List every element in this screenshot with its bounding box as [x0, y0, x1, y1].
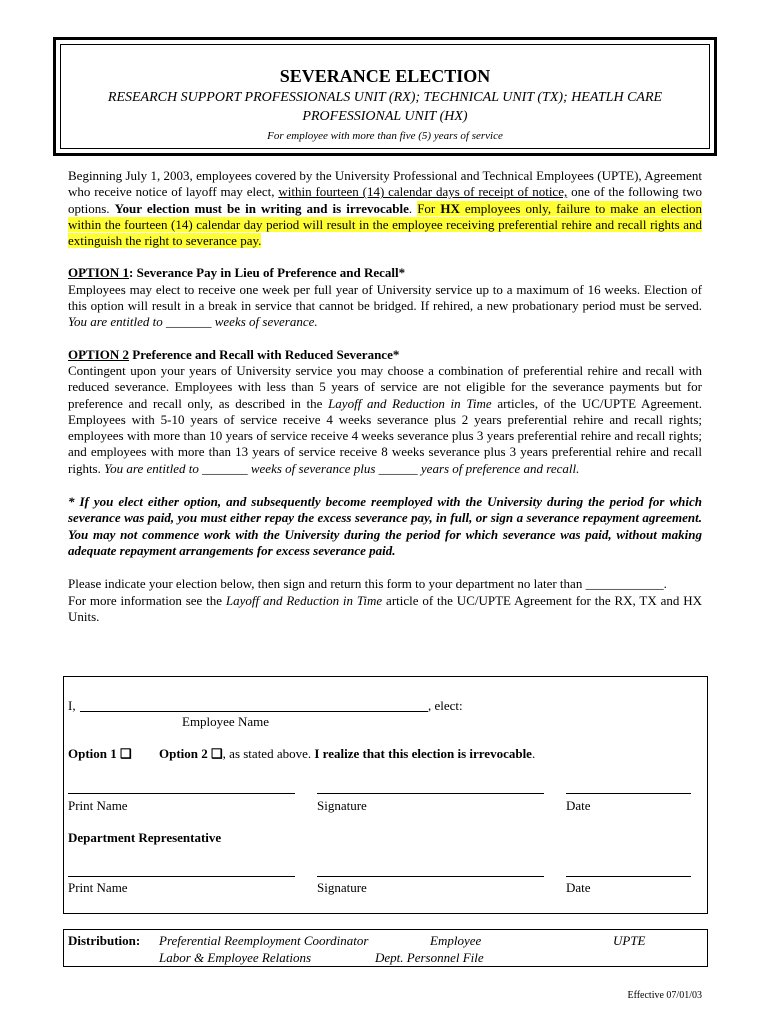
option1-heading: : Severance Pay in Lieu of Preference and Recall* — [129, 265, 406, 281]
effective-date: Effective 07/01/03 — [627, 990, 702, 1001]
dist-upte: UPTE — [613, 933, 646, 948]
form-subtitle-line2: PROFESSIONAL UNIT (HX) — [302, 109, 468, 124]
rep-print-name-line[interactable] — [68, 876, 295, 877]
option2-checkbox[interactable]: ❑ — [211, 746, 223, 761]
date-line[interactable] — [566, 793, 691, 794]
signature-line[interactable] — [317, 793, 544, 794]
option1-label: OPTION 1 — [68, 265, 130, 281]
rep-date-label: Date — [566, 880, 591, 895]
option1-checkbox[interactable]: ❑ — [120, 746, 132, 761]
dist-reemployment-coordinator: Preferential Reemployment Coordinator — [159, 933, 369, 948]
employee-name-field[interactable] — [80, 711, 428, 712]
employee-name-caption: Employee Name — [182, 714, 269, 729]
print-name-label: Print Name — [68, 798, 128, 813]
option1-paragraph: OPTION 1: Severance Pay in Lieu of Preference and Recall* Employees may elect to receive one week per full year of University service up to a maximum of 16 weeks. Election of this option will result in a break in service that cannot be bridged. If rehired, a new probationary period must be served. You are entitled to _______ weeks of severance. — [68, 265, 702, 330]
repayment-warning: * If you elect either option, and subsequently become reemployed with the University during the period for which severance was paid, you must either repay the excess severance pay, in full, or sign a severance repayment agreement. You may not commence work with the University during the period for which severance was paid, without making adequate repayment arrangements for excess severance paid. — [68, 494, 702, 558]
rep-signature-label: Signature — [317, 880, 367, 895]
header-box — [53, 37, 717, 156]
rep-signature-line[interactable] — [317, 876, 544, 877]
form-subtitle-line1: RESEARCH SUPPORT PROFESSIONALS UNIT (RX); TECHNICAL UNIT (TX); HEATLH CARE — [107, 90, 663, 105]
hx-highlight: For HX employees only, failure to make an election within the fourteen (14) calendar day period will result in the employee receiving preferential rehire and recall rights and extinguish the right to severance pay. — [68, 200, 702, 249]
form-title: SEVERANCE ELECTION — [279, 66, 491, 86]
header-inner-border — [60, 44, 710, 149]
dist-employee: Employee — [430, 933, 482, 948]
option2-paragraph: OPTION 2 Preference and Recall with Reduced Severance* Contingent upon your years of University service you may choose a combination of preferential rehire and recall with reduced severance. Employees with less than 5 years of service are not eligible for the severance payments but for preference and recall only, as described in the Layoff and Reduction in Time articles, of the UC/UPTE Agreement. Employees with 5-10 years of service receive 4 weeks severance plus 2 years preferential rehire and recall rights; employees with more than 10 years of service receive 4 weeks severance plus 3 years preferential rehire and recall rights; and employees with more than 13 years of service receive 8 weeks severance plus 3 years preferential rehire and recall rights. You are entitled to _______ weeks of severance plus ______ years of preference and recall. — [68, 346, 702, 476]
form-body — [68, 168, 702, 625]
option2-heading: Preference and Recall with Reduced Severance* — [129, 346, 400, 362]
option2-label: OPTION 2 — [68, 346, 130, 362]
rep-date-line[interactable] — [566, 876, 691, 877]
dept-rep-heading: Department Representative — [68, 830, 222, 845]
option2-choice: Option 2 ❑, as stated above. I realize that this election is irrevocable. — [159, 746, 536, 761]
distribution-box — [63, 929, 708, 967]
intro-paragraph: Beginning July 1, 2003, employees covered by the University Professional and Technical Employees (UPTE), Agreement who receive notice of layoff may elect, within fourteen (14) calendar days of receipt of notice, one of the following two options. Your election must be in writing and is irrevocable. For HX employees only, failure to make an election within the fourteen (14) calendar day period will result in the employee receiving preferential rehire and recall rights and extinguish the right to severance pay. — [68, 168, 702, 249]
election-box — [63, 676, 708, 914]
instructions-paragraph: Please indicate your election below, then sign and return this form to your department no later than ____________. For more information see the Layoff and Reduction in Time article of the UC/UPTE Agreement for the RX, TX and HX Units. — [68, 576, 702, 624]
print-name-line[interactable] — [68, 793, 295, 794]
distribution-label: Distribution: — [68, 933, 141, 948]
date-label: Date — [566, 798, 591, 813]
dist-labor-relations: Labor & Employee Relations — [159, 950, 312, 965]
dist-personnel-file: Dept. Personnel File — [375, 950, 484, 965]
election-suffix: , elect: — [428, 698, 463, 713]
election-prefix: I, — [68, 698, 76, 713]
option1-choice: Option 1 ❑ — [68, 746, 132, 761]
eligibility-note: For employee with more than five (5) years of service — [267, 130, 503, 142]
signature-label: Signature — [317, 798, 367, 813]
rep-print-name-label: Print Name — [68, 880, 128, 895]
